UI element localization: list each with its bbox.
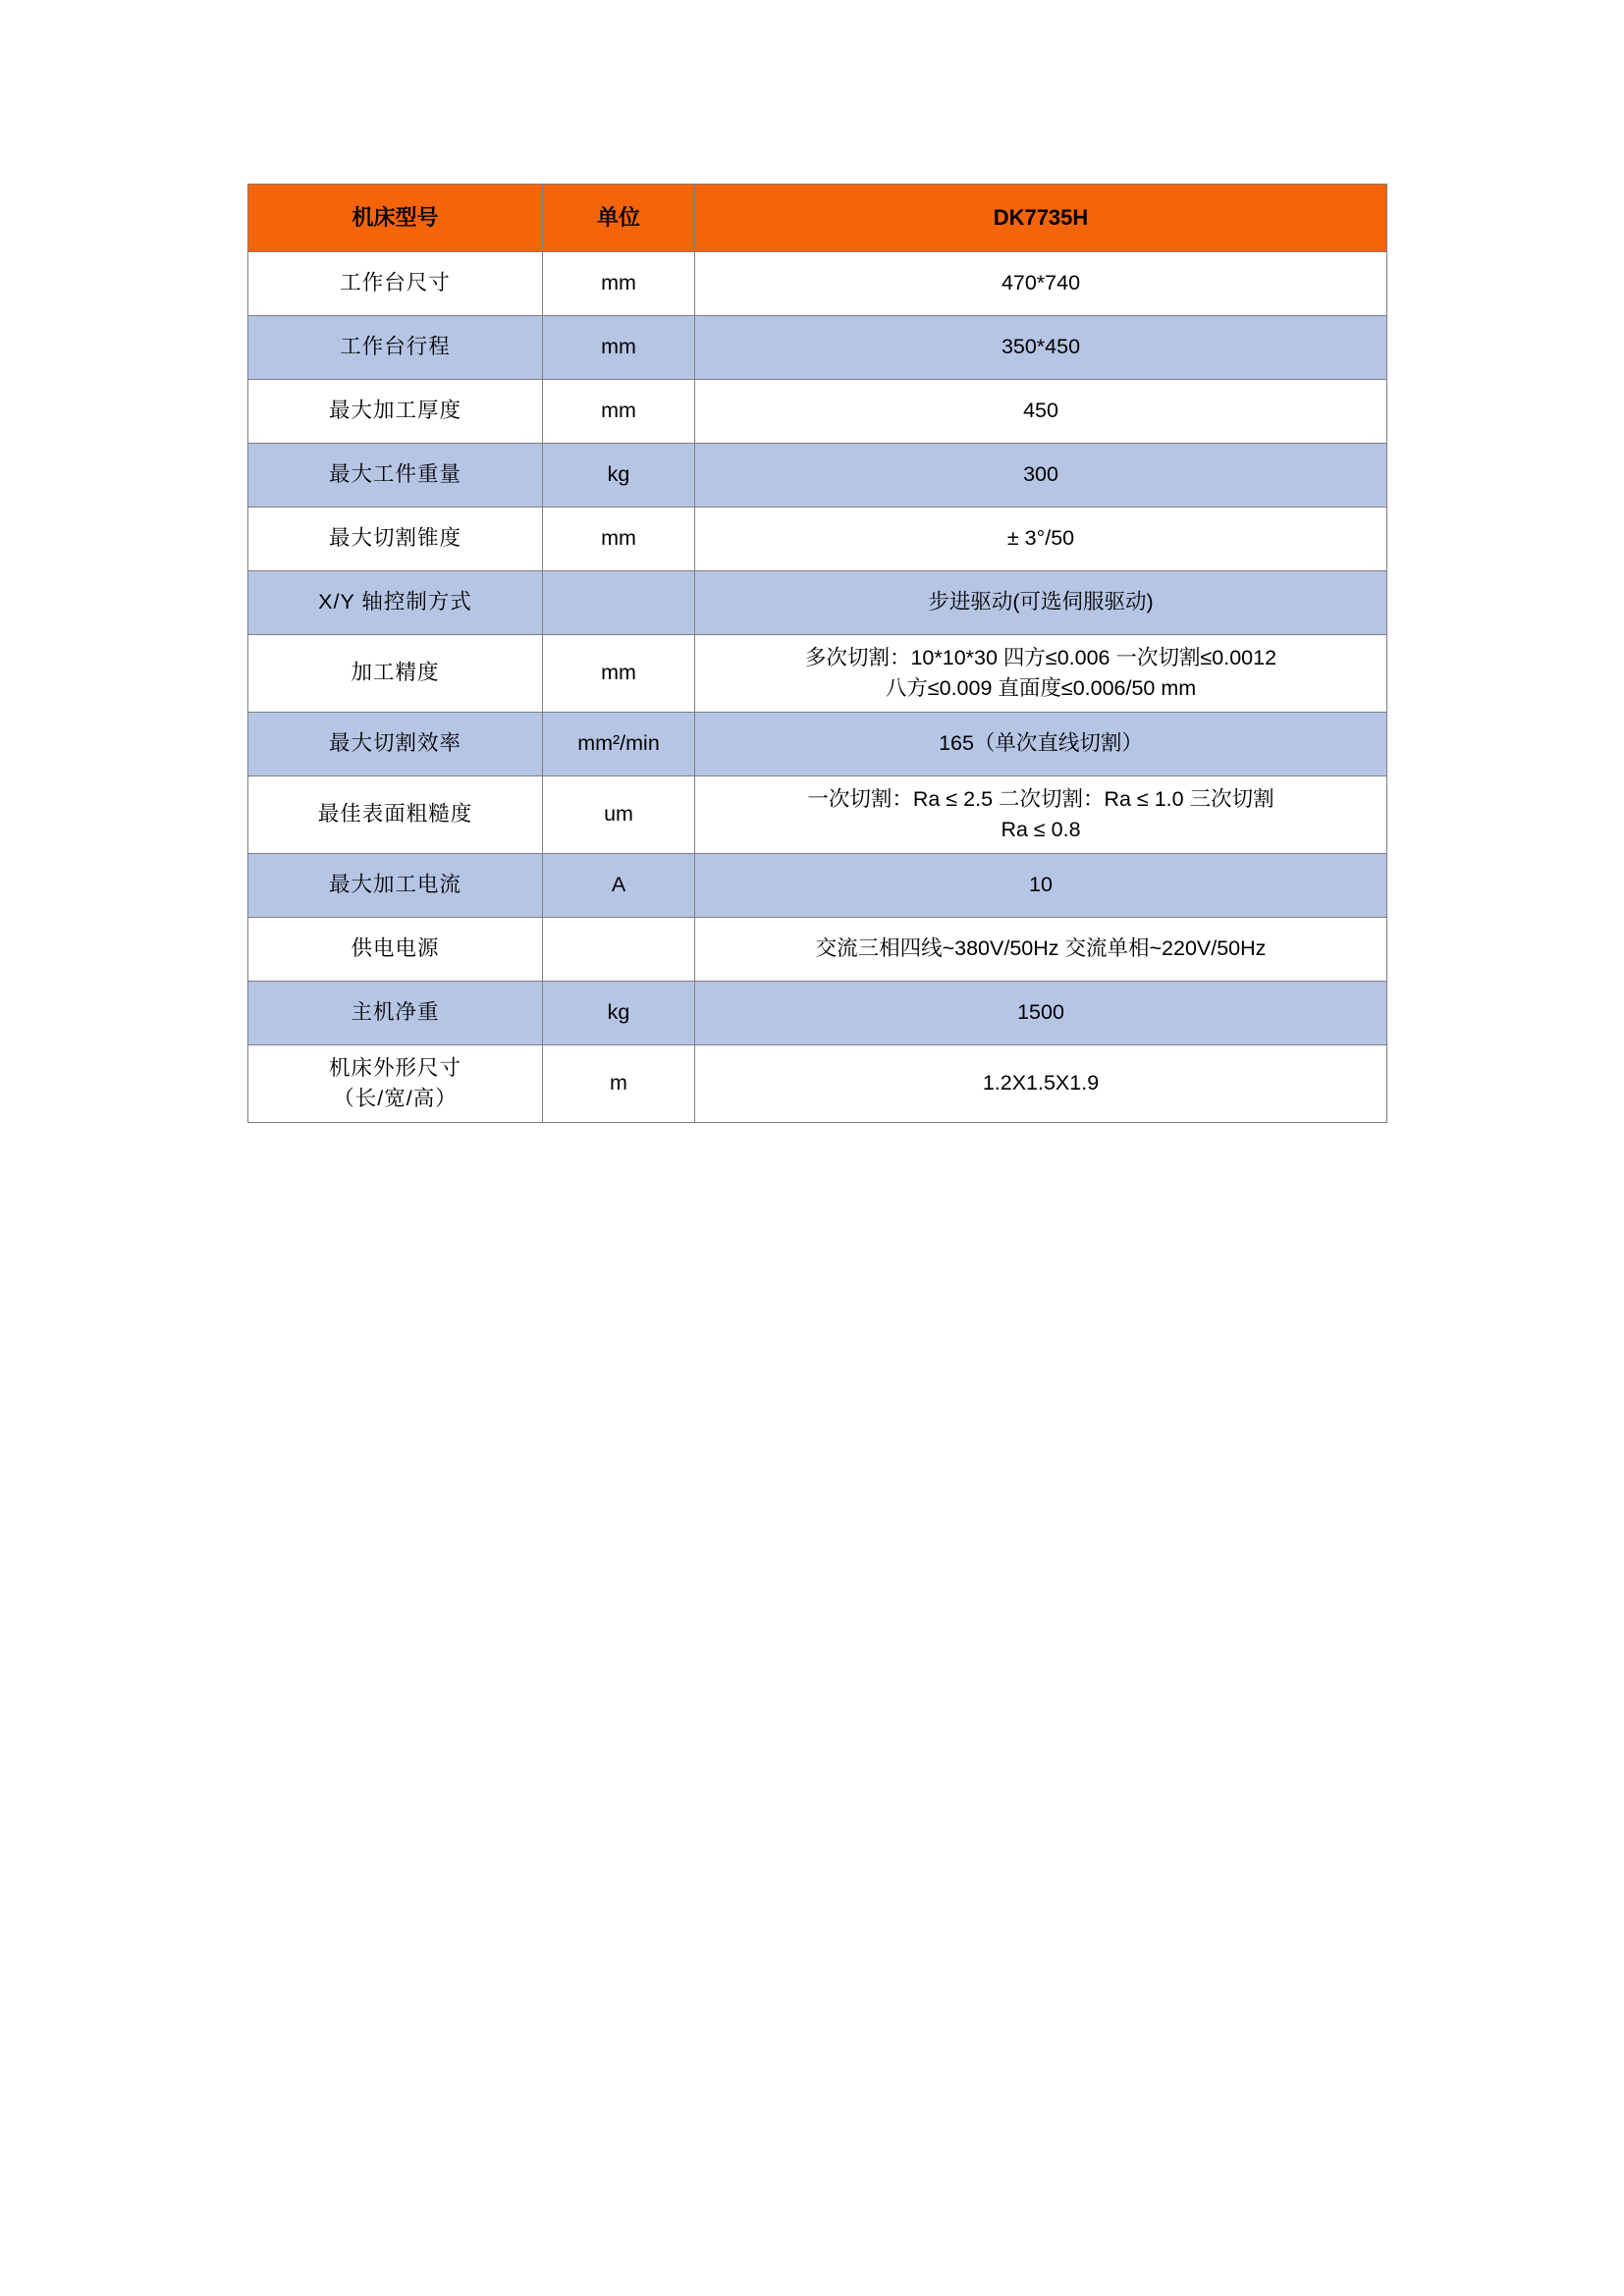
row-value-line1: 一次切割：Ra ≤ 2.5 二次切割：Ra ≤ 1.0 三次切割: [807, 786, 1274, 811]
row-label: 最大切割锥度: [248, 507, 543, 571]
machine-spec-table: [247, 184, 1387, 1123]
row-value: [695, 635, 1387, 713]
table-row: [248, 713, 1387, 776]
row-value: 300: [695, 444, 1387, 507]
row-value: [695, 776, 1387, 854]
table-row: [248, 918, 1387, 982]
row-value: 交流三相四线~380V/50Hz 交流单相~220V/50Hz: [695, 918, 1387, 982]
row-label: [248, 1045, 543, 1123]
row-label: 最大加工电流: [248, 854, 543, 918]
row-value-line2: 八方≤0.009 直面度≤0.006/50 mm: [885, 676, 1197, 700]
row-label: X/Y 轴控制方式: [248, 571, 543, 635]
row-label: 工作台尺寸: [248, 252, 543, 316]
row-unit: m: [543, 1045, 695, 1123]
row-unit: A: [543, 854, 695, 918]
table-row: [248, 444, 1387, 507]
row-unit: mm²/min: [543, 713, 695, 776]
row-label: 最大切割效率: [248, 713, 543, 776]
table-row: [248, 507, 1387, 571]
row-value: 1500: [695, 982, 1387, 1045]
table-row: [248, 1045, 1387, 1123]
row-unit: mm: [543, 635, 695, 713]
row-label-line1: 机床外形尺寸: [328, 1055, 461, 1080]
header-unit: 单位: [543, 185, 695, 252]
table-row: [248, 252, 1387, 316]
table-row: [248, 380, 1387, 444]
row-value: 步进驱动(可选伺服驱动): [695, 571, 1387, 635]
row-unit: [543, 918, 695, 982]
row-value: 1.2X1.5X1.9: [695, 1045, 1387, 1123]
row-label-line2: （长/宽/高）: [333, 1087, 458, 1110]
table-row: [248, 635, 1387, 713]
row-unit: mm: [543, 380, 695, 444]
row-value: 470*740: [695, 252, 1387, 316]
table-row: [248, 982, 1387, 1045]
table-row: [248, 571, 1387, 635]
row-unit: [543, 571, 695, 635]
table-row: [248, 854, 1387, 918]
row-label: 最佳表面粗糙度: [248, 776, 543, 854]
row-unit: um: [543, 776, 695, 854]
row-value: 350*450: [695, 316, 1387, 380]
table-header-row: [248, 185, 1387, 252]
row-label: 工作台行程: [248, 316, 543, 380]
row-unit: kg: [543, 982, 695, 1045]
table-row: [248, 776, 1387, 854]
header-value: DK7735H: [695, 185, 1387, 252]
row-label: 主机净重: [248, 982, 543, 1045]
row-value: 10: [695, 854, 1387, 918]
row-unit: mm: [543, 316, 695, 380]
row-label: 供电电源: [248, 918, 543, 982]
row-unit: mm: [543, 507, 695, 571]
row-value: 165（单次直线切割）: [695, 713, 1387, 776]
row-label: 最大工件重量: [248, 444, 543, 507]
row-value-line1: 多次切割：10*10*30 四方≤0.006 一次切割≤0.0012: [804, 645, 1277, 669]
row-label: 最大加工厚度: [248, 380, 543, 444]
row-value-line2: Ra ≤ 0.8: [1001, 818, 1081, 841]
row-unit: mm: [543, 252, 695, 316]
row-value: 450: [695, 380, 1387, 444]
table-row: [248, 316, 1387, 380]
row-unit: kg: [543, 444, 695, 507]
header-model: 机床型号: [248, 185, 543, 252]
row-label: 加工精度: [248, 635, 543, 713]
row-value: ± 3°/50: [695, 507, 1387, 571]
